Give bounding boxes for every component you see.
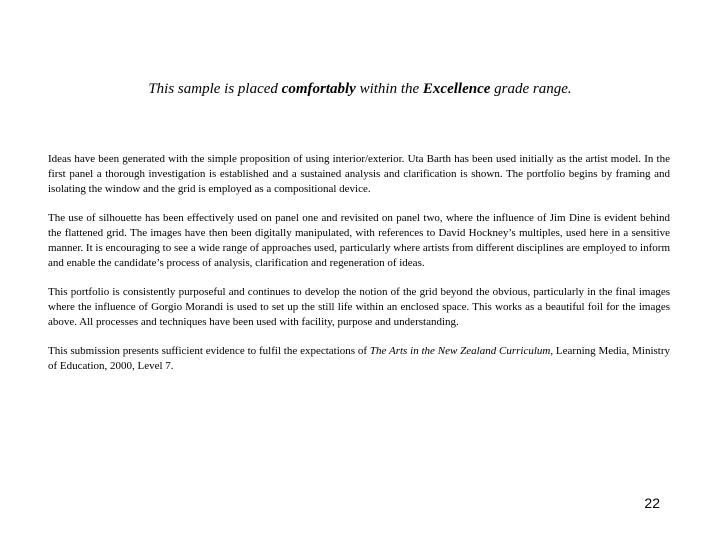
grade-statement-mid: within the: [355, 81, 423, 97]
grade-statement: [0, 79, 720, 99]
commentary-paragraph-3: This portfolio is consistently purposeful and continues to develop the notion of the grid beyond the obvious, particularly in the final images where the influence of Gorgio Morandi is used to set up the still life within an enclosed space. This works as a beautiful foil for the images above. All processes and techniques have been used with facility, purpose and understanding.: [48, 286, 670, 328]
grade-statement-emphasis-excellence: Excellence: [422, 81, 491, 97]
page-number: 22: [644, 495, 660, 511]
grade-statement-emphasis-comfortably: comfortably: [281, 81, 356, 97]
grade-statement-pre: This sample is placed: [148, 81, 282, 97]
final-paragraph-pre: This submission presents sufficient evidence to fulfil the expectations of: [48, 345, 370, 357]
final-paragraph-post: , Learning Media, Ministry of Education, 2000, Level 7.: [48, 345, 671, 372]
commentary-body: [48, 152, 670, 388]
curriculum-title: The Arts in the New Zealand Curriculum: [369, 345, 551, 357]
grade-statement-post: grade range.: [490, 81, 572, 97]
commentary-paragraph-2: The use of silhouette has been effectively used on panel one and revisited on panel two, where the influence of Jim Dine is evident behind the flattened grid. The images have then been digitally manipulated, with references to David Hockney’s multiples, used here in a sensitive manner. It is encouraging to see a wide range of approaches used, particularly where artists from different disciplines are employed to inform and enable the candidate’s process of analysis, clarification and regeneration of ideas.: [48, 212, 670, 269]
commentary-paragraph-1: Ideas have been generated with the simple proposition of using interior/exterior. Uta Barth has been used initially as the artist model. In the first panel a thorough investigation is established and a sustained analysis and clarification is shown. The portfolio begins by framing and isolating the window and the grid is employed as a compositional device.: [48, 153, 670, 195]
commentary-paragraph-4: [48, 344, 670, 374]
